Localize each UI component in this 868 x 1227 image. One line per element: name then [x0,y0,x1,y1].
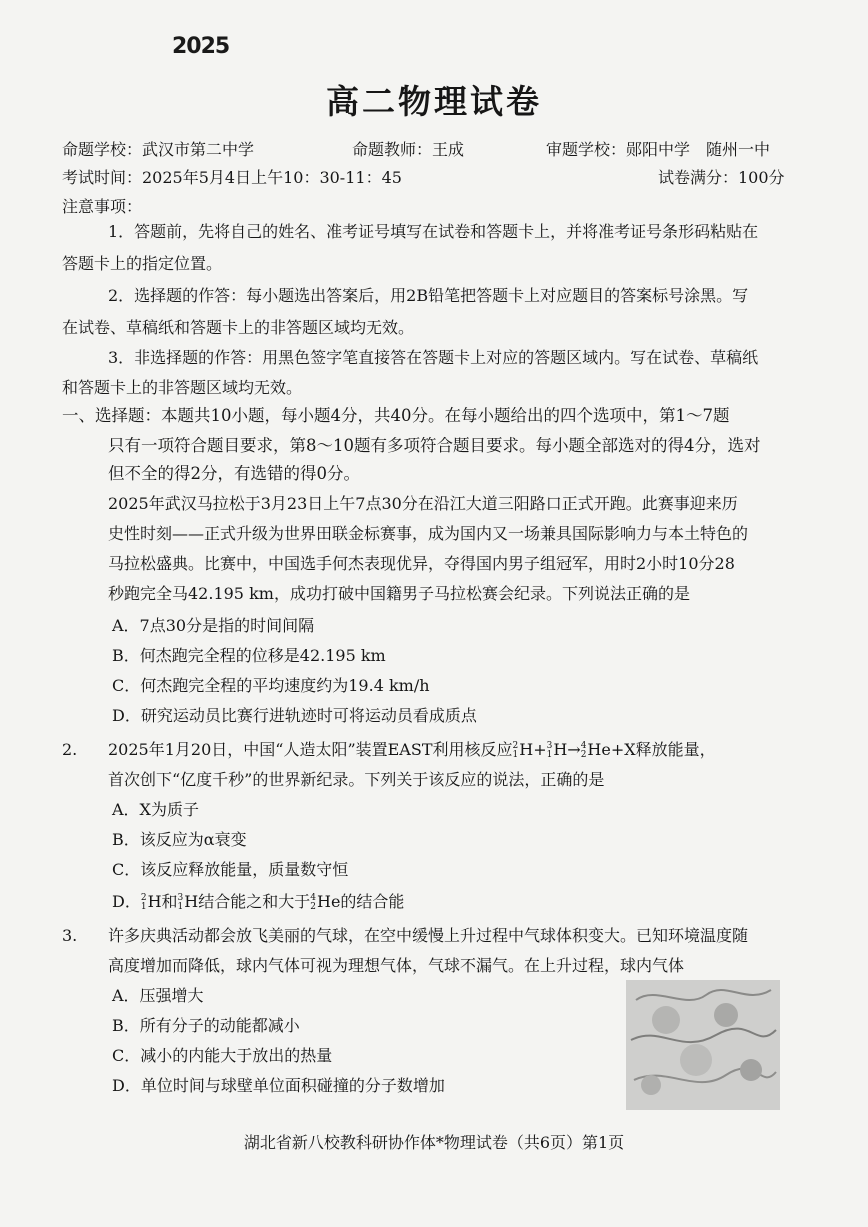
question-2-option-d: D．2 1H和3 1H结合能之和大于4 2He的结合能 [112,892,405,912]
header-review: 审题学校：郧阳中学 随州一中 [546,140,771,159]
page-title: 高二物理试卷 [326,82,542,121]
question-1-stem: 马拉松盛典。比赛中，中国选手何杰表现优异，夺得国内男子组冠军，用时2小时10分28 [108,554,735,573]
note-line: 3．非选择题的作答：用黑色签字笔直接答在答题卡上对应的答题区域内。写在试卷、草稿纸 [108,348,759,367]
question-2-option-a: A．X为质子 [112,800,199,819]
year-stamp: 2025 [172,34,230,59]
question-1-option-c: C．何杰跑完全程的平均速度约为19.4 km/h [112,676,430,695]
note-line: 和答题卡上的非答题区域均无效。 [62,378,303,397]
question-3-option-d: D．单位时间与球壁单位面积碰撞的分子数增加 [112,1076,445,1095]
header-time: 考试时间：2025年5月4日上午10：30-11：45 [62,168,402,187]
note-line: 1．答题前，先将自己的姓名、准考证号填写在试卷和答题卡上，并将准考证号条形码粘贴在 [108,222,759,241]
question-3-number: 3. [62,926,78,945]
note-line: 2．选择题的作答：每小题选出答案后，用2B铅笔把答题卡上对应题目的答案标号涂黑。写 [108,286,749,305]
question-3-stem: 许多庆典活动都会放飞美丽的气球，在空中缓慢上升过程中气球体积变大。已知环境温度随 [108,926,749,945]
section-instruction: 只有一项符合题目要求，第8～10题有多项符合题目要求。每小题全部选对的得4分，选对 [108,436,761,455]
question-1-option-b: B．何杰跑完全程的位移是42.195 km [112,646,386,665]
nuclide-deuterium: 2 1 [512,740,519,760]
section-instruction: 但不全的得2分，有选错的得0分。 [108,464,360,483]
question-1-stem: 史性时刻——正式升级为世界田联金标赛事，成为国内又一场兼具国际影响力与本土特色的 [108,524,749,543]
question-1-stem: 2025年武汉马拉松于3月23日上午7点30分在沿江大道三阳路口正式开跑。此赛事迎来历 [108,494,738,513]
question-2-stem: 2025年1月20日，中国“人造太阳”装置EAST利用核反应2 1H+3 1H→4 2He+X释放能量， [108,740,716,760]
question-2-option-b: B．该反应为α衰变 [112,830,247,849]
balloon-photo [626,980,780,1110]
question-2-stem: 首次创下“亿度千秒”的世界新纪录。下列关于该反应的说法，正确的是 [108,770,605,789]
note-line: 答题卡上的指定位置。 [62,254,223,273]
notes-title: 注意事项： [62,197,143,216]
nuclide-helium: 4 2 [580,740,587,760]
question-3-option-a: A．压强增大 [112,986,204,1005]
question-3-option-b: B．所有分子的动能都减小 [112,1016,300,1035]
header-teacher: 命题教师：王成 [352,140,465,159]
question-2-option-c: C．该反应释放能量，质量数守恒 [112,860,349,879]
note-line: 在试卷、草稿纸和答题卡上的非答题区域均无效。 [62,318,415,337]
header-school: 命题学校：武汉市第二中学 [62,140,255,159]
question-1-option-a: A．7点30分是指的时间间隔 [112,616,315,635]
question-2-number: 2. [62,740,78,759]
section-instruction: 一、选择题：本题共10小题，每小题4分，共40分。在每小题给出的四个选项中，第1～7题 [62,406,730,425]
page-footer: 湖北省新八校教科研协作体*物理试卷（共6页）第1页 [243,1133,625,1152]
nuclide-tritium: 3 1 [546,740,553,760]
question-3-option-c: C．减小的内能大于放出的热量 [112,1046,333,1065]
question-1-stem: 秒跑完全马42.195 km，成功打破中国籍男子马拉松赛会纪录。下列说法正确的是 [108,584,690,603]
question-1-option-d: D．研究运动员比赛行进轨迹时可将运动员看成质点 [112,706,477,725]
header-score: 试卷满分：100分 [658,168,785,187]
question-3-stem: 高度增加而降低，球内气体可视为理想气体，气球不漏气。在上升过程，球内气体 [108,956,685,975]
